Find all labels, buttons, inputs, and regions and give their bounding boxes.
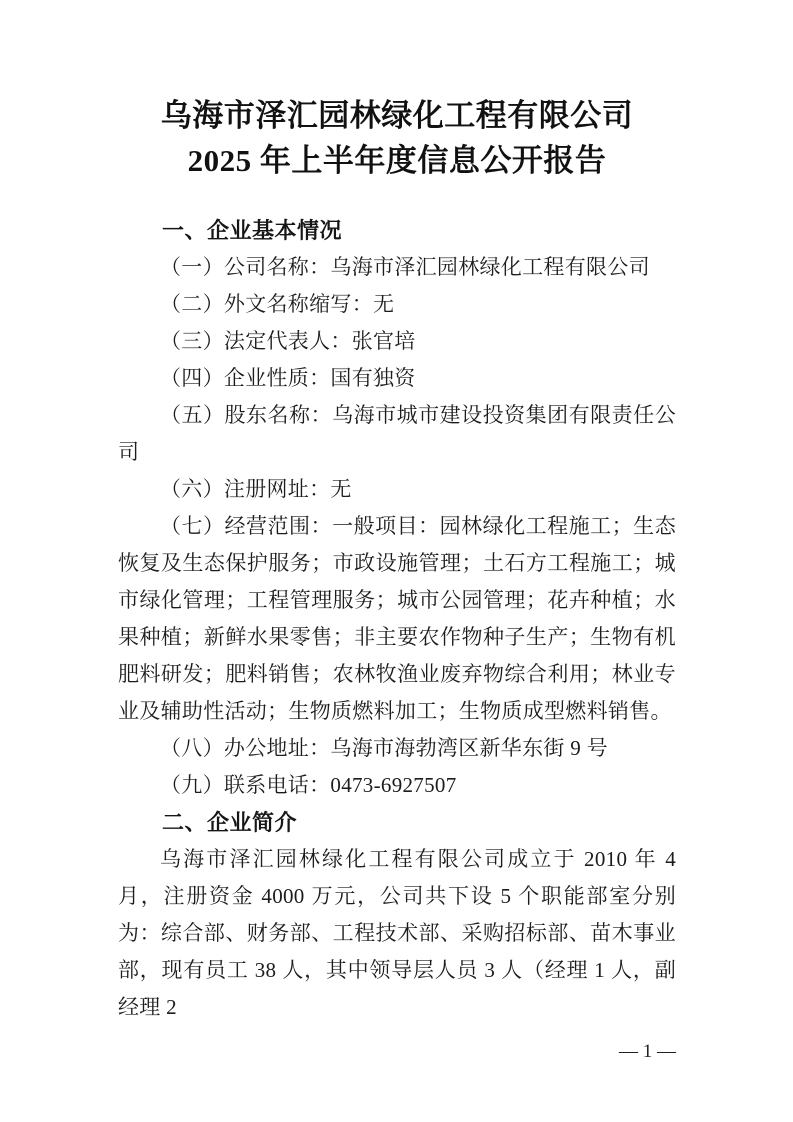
item-shareholder-name: （五）股东名称：乌海市城市建设投资集团有限责任公司 <box>118 403 676 464</box>
item-office-address: （八）办公地址：乌海市海勃湾区新华东街 9 号 <box>160 736 608 760</box>
item-contact-phone: （九）联系电话：0473-6927507 <box>160 773 457 797</box>
title-line-2: 2025 年上半年度信息公开报告 <box>187 143 607 178</box>
item-foreign-name-abbr: （二）外文名称缩写：无 <box>160 292 395 316</box>
item-business-scope: （七）经营范围：一般项目：园林绿化工程施工；生态恢复及生态保护服务；市政设施管理；土石方工程施工；城市绿化管理；工程管理服务；城市公园管理；花卉种植；水果种植；新鲜水果零售；非主要农作物种子生产；生物有机肥料研发；肥料销售；农林牧渔业废弃物综合利用；林业专业及辅助性活动；生物质燃料加工；生物质成型燃料销售。 <box>118 514 676 723</box>
document-title <box>118 93 676 183</box>
item-enterprise-nature: （四）企业性质：国有独资 <box>160 366 416 390</box>
section-heading-basic-info: 一、企业基本情况 <box>162 218 343 243</box>
page-number: — 1 — <box>619 1041 676 1062</box>
company-profile-paragraph: 乌海市泽汇园林绿化工程有限公司成立于 2010 年 4 月，注册资金 4000 万元，公司共下设 5 个职能部室分别为：综合部、财务部、工程技术部、采购招标部、苗木事业部，现有员工 38 人，其中领导层人员 3 人（经理 1 人，副经理 2 <box>118 847 676 1019</box>
document-body <box>118 212 676 1026</box>
item-registered-website: （六）注册网址：无 <box>160 477 352 501</box>
item-legal-representative: （三）法定代表人：张官培 <box>160 329 416 353</box>
item-company-name: （一）公司名称：乌海市泽汇园林绿化工程有限公司 <box>160 255 650 279</box>
section-heading-company-profile: 二、企业简介 <box>162 810 298 835</box>
title-line-1: 乌海市泽汇园林绿化工程有限公司 <box>160 98 634 133</box>
